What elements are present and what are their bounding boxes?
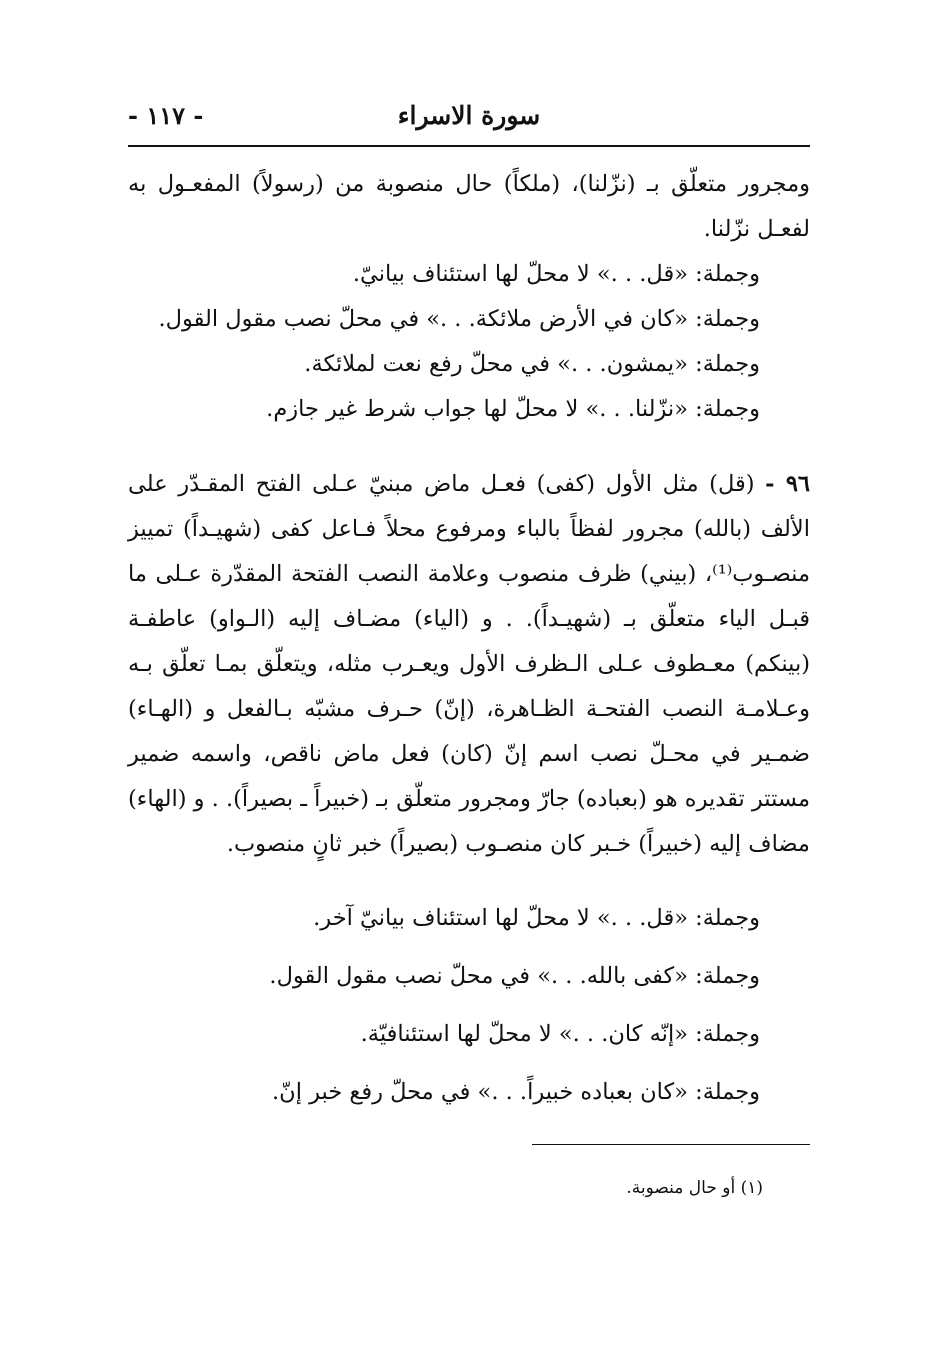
- footnote-divider: [532, 1144, 810, 1145]
- page-header: [128, 95, 810, 135]
- clause-list-b: [128, 889, 810, 1121]
- paragraph-continuation: ومجرور متعلّق بـ (نزّلنا)، (ملكاً) حال منصوبة من (رسولاً) المفعـول به لفعـل نزّلنا.: [128, 171, 810, 242]
- clause-item: وجملة: «كان بعباده خبيراً. . .» في محلّ رفع خبر إنّ.: [272, 1079, 760, 1105]
- clause-item: وجملة: «كفى بالله. . .» في محلّ نصب مقول القول.: [269, 963, 760, 989]
- paragraph-text: (قل) مثل الأول (كفى) فعـل ماض مبنيّ عـلى الفتح المقـدّر على الألف (بالله) مجرور لفظاً بالباء ومرفوع محلاً فـاعل كفى (شهيـداً) تمييز منصـوب⁽¹⁾، (بيني) ظرف منصوب وعلامة النصب الفتحة المقدّرة عـلى ما قبـل الياء متعلّق بـ (شهيـداً). . و (الياء) مضـاف إليه (الـواو) عاطفـة (بينكم) معـطوف عـلى الـظرف الأول ويعـرب مثله، ويتعلّق بمـا تعلّق بـه وعـلامـة النصب الفتحـة الظـاهرة، (إنّ) حـرف مشبّه بـالفعل و (الهـاء) ضمـير في محـلّ نصب اسم إنّ (كان) فعل ماض ناقص، واسمه ضمير مستتر تقديره هو (بعباده) جارّ ومجرور متعلّق بـ (خبيراً ـ بصيراً). . و (الهاء) مضاف إليه (خبيراً) خـبر كان منصـوب (بصيراً) خبر ثانٍ منصوب.: [128, 471, 810, 857]
- page-number: - ١١٧ -: [128, 101, 204, 130]
- clause-list-a: [128, 252, 810, 432]
- clause-item: وجملة: «إنّه كان. . .» لا محلّ لها استئنافيّة.: [360, 1021, 760, 1047]
- verse-number: ٩٦ -: [765, 471, 811, 497]
- clause-item: وجملة: «قل. . .» لا محلّ لها استئناف بيانيّ.: [352, 261, 760, 287]
- paragraph-96: [128, 462, 810, 867]
- section-gap: [128, 432, 810, 462]
- footnote: (١) أو حال منصوبة.: [626, 1178, 763, 1198]
- surah-title: سورة الاسراء: [397, 101, 541, 130]
- clause-item: وجملة: «كان في الأرض ملائكة. . .» في محلّ نصب مقول القول.: [158, 306, 760, 332]
- clause-item: وجملة: «نزّلنا. . .» لا محلّ لها جواب شرط غير جازم.: [266, 396, 760, 422]
- clause-item: وجملة: «يمشون. . .» في محلّ رفع نعت لملائكة.: [304, 351, 760, 377]
- clause-item: وجملة: «قل. . .» لا محلّ لها استئناف بيانيّ آخر.: [313, 905, 760, 931]
- page-body: [128, 162, 810, 1121]
- header-divider: [128, 145, 810, 147]
